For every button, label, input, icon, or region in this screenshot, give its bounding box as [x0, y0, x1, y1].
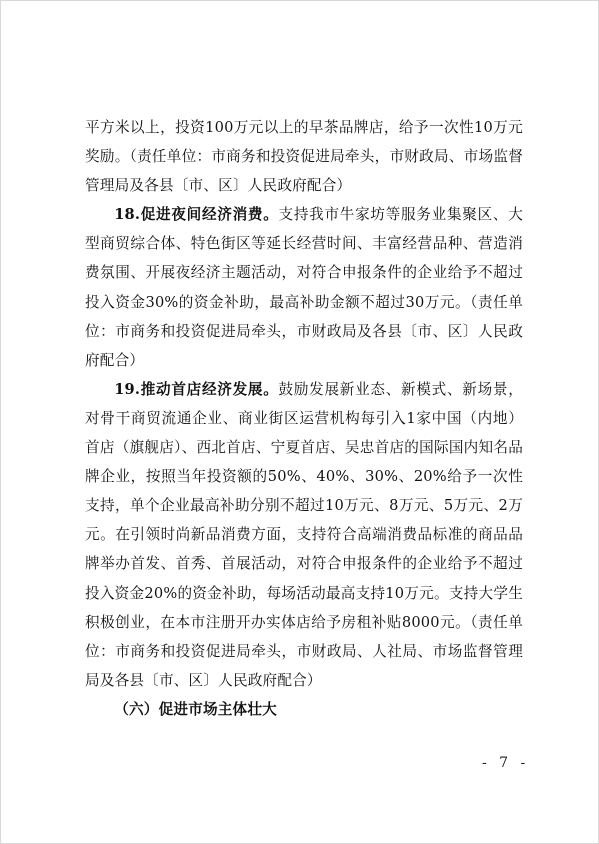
document-body [85, 113, 523, 724]
paragraph-17-continuation: 平方米以上，投资100万元以上的早茶品牌店，给予一次性10万元奖励。（责任单位：市商务和投资促进局牵头，市财政局、市场监督管理局及各县〔市、区〕人民政府配合） [85, 119, 523, 195]
section-heading: （六）促进市场主体壮大 [114, 700, 277, 718]
paragraph-19-body: 鼓励发展新业态、新模式、新场景，对骨干商贸流通企业、商业街区运营机构每引入1家中国（内地）首店（旗舰店）、西北首店、宁夏首店、吴忠首店的国际国内知名品牌企业，按照当年投资额的50%、40%、30%、20%给予一次性支持，单个企业最高补助分别不超过10万元、8万元、5万元、2万元。在引领时尚新品消费方面，支持符合高端消费品标准的商品品牌举办首发、首秀、首展活动，对符合申报条件的企业给予不超过投入资金20%的资金补助，每场活动最高支持10万元。支持大学生积极创业，在本市注册开办实体店给予房租补贴8000元。（责任单位：市商务和投资促进局牵头，市财政局、人社局、市场监督管理局及各县〔市、区〕人民政府配合） [85, 380, 523, 689]
paragraph-18 [85, 200, 523, 375]
paragraph-19-title: 19.推动首店经济发展。 [114, 380, 279, 398]
paragraph-18-body: 支持我市牛家坊等服务业集聚区、大型商贸综合体、特色街区等延长经营时间、丰富经营品种、营造消费氛围、开展夜经济主题活动，对符合申报条件的企业给予不超过投入资金30%的资金补助，最高补助金额不超过30万元。（责任单位：市商务和投资促进局牵头，市财政局及各县〔市、区〕人民政府配合） [85, 206, 523, 369]
page-number: - 7 - [482, 755, 530, 771]
paragraph-19 [85, 375, 523, 695]
paragraph-18-title: 18.促进夜间经济消费。 [114, 206, 279, 224]
